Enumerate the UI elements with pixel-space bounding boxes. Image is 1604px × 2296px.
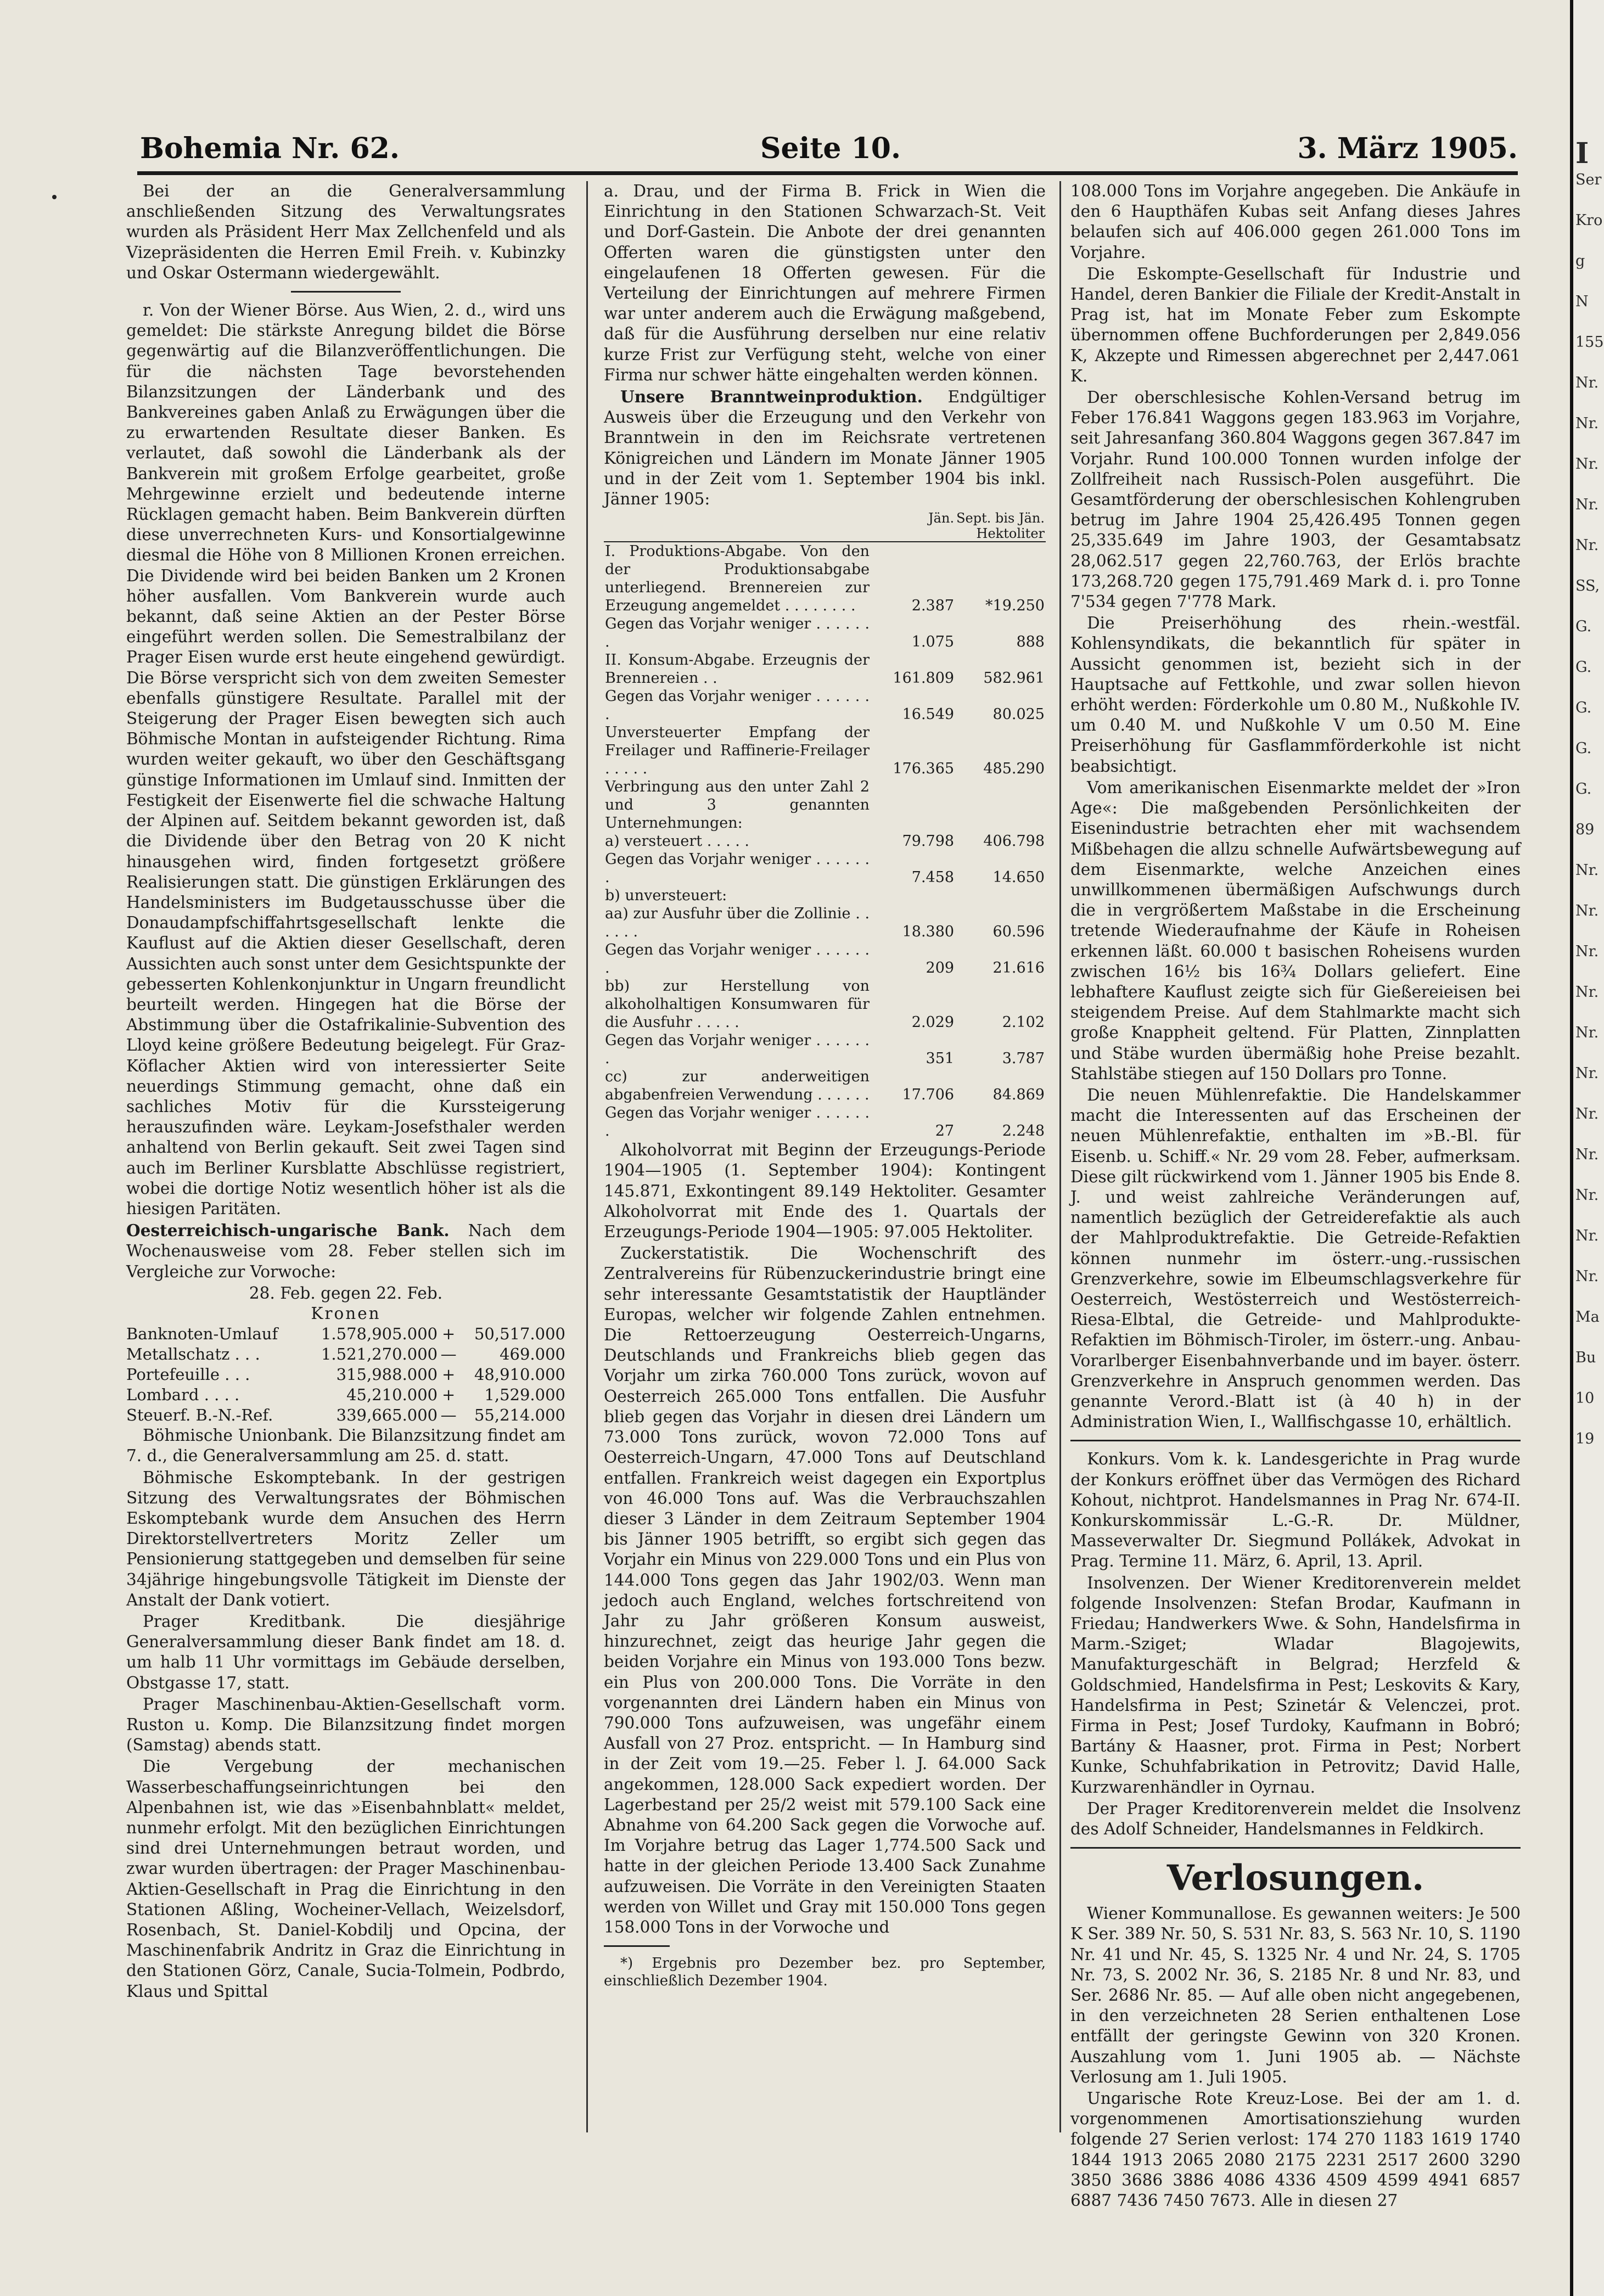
row-sept-jan: 2.248 bbox=[1002, 1122, 1045, 1140]
table-row bbox=[604, 1031, 1046, 1068]
article-branntwein bbox=[604, 386, 1046, 509]
row-label: cc) zur anderweitigen abgabenfreien Verwendung . . . . . . bbox=[605, 1068, 870, 1104]
bank-table bbox=[126, 1324, 565, 1425]
strip-fragment: Nr. bbox=[1575, 415, 1599, 432]
article-kohlen-versand: Der oberschlesische Kohlen-Versand betrug im Feber 176.841 Waggons gegen 183.963 im Vorjahre, seit Jahresanfang 360.804 Waggons gegen 367.847 im Vorjahr. Rund 100.000 Tonnen wurden infolge der Zollfreiheit nach Russisch-Polen ausgeführt. Die Gesamtförderung der oberschlesischen Kohlengruben betrug im Jahre 1904 25,426.495 Tonnen gegen 25,335.649 im Jahre 1903, der Gesamtabsatz 28,062.517 gegen 22,760.763, der Erlös brachte 173,268.720 gegen 175,791.469 Mark d. i. pro Tonne 7'534 gegen 7'778 Mark. bbox=[1070, 388, 1521, 611]
row-sept-jan bbox=[955, 886, 1046, 905]
row-value: 1.521,270.000 bbox=[321, 1345, 438, 1364]
header-spacer bbox=[604, 510, 871, 526]
strip-fragments bbox=[1573, 170, 1604, 1449]
article-eskompte-gesellschaft: Die Eskompte-Gesellschaft für Industrie und Handel, deren Bankier die Filiale der Kredit-Anstalt in Prag ist, hat im Monate Feber zum Eskompte übernommen offene Buchforderungen per 2,849.056 K, Akzepte und Rimessen abgerechnet per 2,447.061 K. bbox=[1070, 264, 1521, 385]
row-value: 339,665.000 bbox=[336, 1406, 438, 1425]
table-row bbox=[604, 1068, 1046, 1104]
bank-table-unit-header: Kronen bbox=[311, 1304, 381, 1323]
row-label: Steuerf. B.-N.-Ref. bbox=[126, 1406, 273, 1425]
row-sept-jan: 582.961 bbox=[983, 670, 1045, 687]
header-masthead: Bohemia Nr. 62. bbox=[140, 132, 400, 165]
article-title: Unsere Branntweinproduktion. bbox=[620, 387, 923, 407]
strip-header-fragment: I bbox=[1575, 137, 1589, 170]
strip-fragment: G. bbox=[1575, 740, 1592, 757]
row-label: Gegen das Vorjahr weniger . . . . . . . bbox=[605, 615, 870, 651]
strip-fragment: Nr. bbox=[1575, 1146, 1599, 1163]
row-sept-jan: 888 bbox=[1016, 633, 1045, 651]
article-title: Oesterreichisch-ungarische Bank. bbox=[126, 1221, 450, 1240]
bank-table-date-header: 28. Feb. gegen 22. Feb. bbox=[249, 1283, 443, 1303]
strip-fragment: Nr. bbox=[1575, 456, 1599, 473]
column-divider-1 bbox=[586, 181, 588, 2132]
row-sign: — bbox=[440, 1406, 457, 1425]
article-preiserhoehung: Die Preiserhöhung des rhein.-westfäl. Kohlensyndikats, die bekanntlich für später in Aussicht genommen ist, bezieht sich in der Hauptsache auf Fettkohle, und zwar sollen hievon erhöht werden: Förderkohle um 0.80 M., Nußkohle IV. um 0.40 M. und Nußkohle V um 0.50 M. Eine Preiserhöhung für Gasflammförderkohle ist nicht beabsichtigt. bbox=[1070, 614, 1521, 776]
table-row bbox=[604, 542, 1046, 615]
footnote-rule bbox=[604, 1945, 670, 1947]
row-jan: 2.029 bbox=[911, 1014, 955, 1031]
row-change: 48,910.000 bbox=[474, 1365, 565, 1384]
row-jan bbox=[871, 778, 955, 832]
row-jan: 18.380 bbox=[902, 923, 955, 941]
article-eskomptebank: Böhmische Eskomptebank. In der gestrigen Sitzung des Verwaltungsrates der Böhmischen Eskomptebank wurde dem Ansuchen des Herrn Direktorstellvertreters Moritz Zeller um Pensionierung stattgegeben und demselben für seine 34jährige hingebungsvolle Tätigkeit im Dienste der Anstalt der Dank votiert. bbox=[126, 1468, 565, 1609]
separator bbox=[1070, 1847, 1521, 1849]
article-prager-kreditorenverein: Der Prager Kreditorenverein meldet die Insolvenz des Adolf Schneider, Handelsmannes in Feldkirch. bbox=[1070, 1799, 1521, 1839]
row-value: 315,988.000 bbox=[336, 1365, 438, 1384]
row-sept-jan: 84.869 bbox=[992, 1086, 1045, 1104]
row-label: Gegen das Vorjahr weniger . . . . . . . bbox=[605, 941, 870, 977]
article-intro: Endgültiger Ausweis über die Erzeugung und den Verkehr von Branntwein in den im Reichsrate vertretenen Königreichen und Ländern im Monate Jänner 1905 und in der Zeit vom 1. September 1904 bis inkl. Jänner 1905: bbox=[604, 388, 1046, 509]
row-sept-jan: 60.596 bbox=[992, 923, 1045, 941]
row-sign: — bbox=[440, 1345, 457, 1364]
table-header-row bbox=[604, 526, 1046, 542]
strip-fragment: 155 bbox=[1575, 334, 1604, 351]
table-row bbox=[604, 886, 1046, 905]
strip-fragment: G. bbox=[1575, 699, 1592, 716]
adjacent-page-strip bbox=[1570, 0, 1604, 2296]
article-vergebung-continued: a. Drau, und der Firma B. Frick in Wien die Einrichtung in den Stationen Schwarzach-St. Veit und Dorf-Gastein. Die Anbote der drei genannten Offerten waren die günstigsten unter den eingelaufenen 18 Offerten gewesen. Für die Verteilung der Einrichtungen auf mehrere Firmen war unter anderem auch die Erwägung maßgebend, daß für die Ausführung derselben nur eine relativ kurze Frist zur Verfügung steht, welche von einer Firma nur schwer hätte eingehalten werden können. bbox=[604, 182, 1046, 384]
header-rule bbox=[137, 171, 1518, 175]
article-zucker-continued: 108.000 Tons im Vorjahre angegeben. Die Ankäufe in den 6 Haupthäfen Kubas seit Anfang dieses Jahres belaufen sich auf 406.000 gegen 261.000 Tons im Vorjahre. bbox=[1070, 182, 1521, 262]
article-insolvenzen: Insolvenzen. Der Wiener Kreditorenverein meldet folgende Insolvenzen: Stefan Brodar, Kaufmann in Friedau; Handwerkers Wwe. & Sohn, Handelsfirma in Marm.-Sziget; Wladar Blagojewits, Manufakturgeschäft in Belgrad; Herzfeld & Goldschmied, Handelsfirma in Pest; Leskovits & Kary, Handelsfirma in Pest; Szinetár & Velenczei, prot. Firma in Pest; Josef Turdoky, Kaufmann in Bobró; Bartány & Haasner, prot. Firma in Pest; Norbert Kunke, Schuhfabrikation in Petrovitz; David Halle, Kurzwarenhändler in Oyrnau. bbox=[1070, 1573, 1521, 1797]
row-change: 50,517.000 bbox=[474, 1324, 565, 1344]
strip-fragment: Kro bbox=[1575, 212, 1603, 229]
strip-fragment: N bbox=[1575, 293, 1589, 310]
table-row bbox=[604, 778, 1046, 832]
row-jan: 161.809 bbox=[893, 670, 955, 687]
column-3 bbox=[1070, 181, 1521, 2210]
col-header-jan: Jän. bbox=[928, 510, 955, 526]
row-sept-jan: 406.798 bbox=[983, 833, 1045, 850]
table-row bbox=[604, 651, 1046, 687]
row-sept-jan: 485.290 bbox=[983, 760, 1045, 778]
table-row bbox=[126, 1405, 565, 1425]
table-row bbox=[604, 941, 1046, 977]
table-row bbox=[604, 1104, 1046, 1140]
table-row bbox=[604, 832, 1046, 850]
row-jan: 176.365 bbox=[893, 760, 955, 778]
article-vergebung: Die Vergebung der mechanischen Wasserbeschaffungseinrichtungen bei den Alpenbahnen ist, wie das »Eisenbahnblatt« meldet, nunmehr erfolgt. Mit den bezüglichen Einrichtungen sind drei Unternehmungen betraut worden, und zwar wurden übertragen: der Prager Maschinenbau-Aktien-Gesellschaft in Prag die Einrichtung in den Stationen Aßling, Wocheiner-Vellach, Weizelsdorf, Rosenbach, St. Daniel-Kobdilj und Opcina, der Maschinenfabrik Andritz in Graz die Einrichtung in den Stationen Görz, Canale, Sucia-Tolmein, Podbrdo, Klaus und Spittal bbox=[126, 1757, 565, 2001]
table-row bbox=[126, 1385, 565, 1405]
table-row bbox=[604, 905, 1046, 941]
separator bbox=[1070, 1440, 1521, 1441]
row-label: a) versteuert . . . . . bbox=[605, 833, 749, 850]
row-jan: 351 bbox=[926, 1050, 955, 1068]
page-header bbox=[140, 132, 1518, 170]
branntwein-table bbox=[604, 510, 1046, 1140]
strip-fragment: Nr. bbox=[1575, 1227, 1599, 1244]
table-row bbox=[126, 1365, 565, 1385]
row-sept-jan: 14.650 bbox=[992, 869, 1045, 886]
strip-fragment: Ser bbox=[1575, 171, 1602, 188]
row-sept-jan: *19.250 bbox=[955, 542, 1046, 615]
article-wiener-kommunallose: Wiener Kommunallose. Es gewannen weiters: Je 500 K Ser. 389 Nr. 50, S. 531 Nr. 83, S. 563 Nr. 10, S. 1190 Nr. 41 und Nr. 45, S. 1325 Nr. 4 und Nr. 24, S. 1705 Nr. 73, S. 2002 Nr. 36, S. 2185 Nr. 8 und Nr. 83, und Ser. 2686 Nr. 85. — Auf alle oben nicht angegebenen, in den verzeichneten 28 Serien enthaltenen Lose entfällt der geringste Gewinn von 320 Kronen. Auszahlung vom 1. Juni 1905 ab. — Nächste Verlosung am 1. Juli 1905. bbox=[1070, 1904, 1521, 2086]
strip-fragment: Nr. bbox=[1575, 902, 1599, 919]
row-label: Verbringung aus den unter Zahl 2 und 3 genannten Unternehmungen: bbox=[605, 778, 870, 832]
strip-fragment: Nr. bbox=[1575, 1024, 1599, 1041]
row-sept-jan: 2.102 bbox=[1002, 1014, 1045, 1031]
footnote: *) Ergebnis pro Dezember bez. pro September, einschließlich Dezember 1904. bbox=[604, 1955, 1046, 1990]
strip-fragment: 10 bbox=[1575, 1390, 1595, 1407]
strip-fragment: Nr. bbox=[1575, 1268, 1599, 1285]
col-header-unit: Hektoliter bbox=[976, 526, 1045, 542]
row-value: 1.578,905.000 bbox=[321, 1324, 438, 1344]
table-header-row bbox=[604, 510, 1046, 526]
row-jan bbox=[871, 886, 955, 905]
article-alkoholvorrat: Alkoholvorrat mit Beginn der Erzeugungs-Periode 1904—1905 (1. September 1904): Kontingent 145.871, Exkontingent 89.149 Hektoliter. Gesamter Alkoholvorrat mit Ende des 1. Quartals der Erzeugungs-Periode 1904—1905: 97.005 Hektoliter. bbox=[604, 1141, 1046, 1242]
row-label: bb) zur Herstellung von alkoholhaltigen Konsumwaren für die Ausfuhr . . . . . bbox=[605, 978, 870, 1031]
column-1 bbox=[126, 181, 565, 2135]
table-row bbox=[604, 687, 1046, 723]
article-maschinenbau: Prager Maschinenbau-Aktien-Gesellschaft vorm. Ruston u. Komp. Die Bilanzsitzung findet morgen (Samstag) abends statt. bbox=[126, 1694, 565, 1755]
row-label: I. Produktions-Abgabe. Von den der Produktionsabgabe unterliegend. Brennereien zur Erzeugung angemeldet . . . . . . . . bbox=[605, 543, 870, 615]
strip-fragment: Nr. bbox=[1575, 984, 1599, 1001]
article-unionbank: Böhmische Unionbank. Die Bilanzsitzung findet am 7. d., die Generalversammlung am 25. d. statt. bbox=[126, 1426, 565, 1466]
article-muehlenrefaktie: Die neuen Mühlenrefaktie. Die Handelskammer macht die Interessenten auf das Erscheinen der neuen Mühlenrefaktie, enthalten im »B.-Bl. für Eisenb. u. Schiff.« Nr. 29 vom 28. Feber, aufmerksam. Diese gilt rückwirkend vom 1. Jänner 1905 bis Ende 8. J. und weist zahlreiche Veränderungen auf, namentlich bezüglich der Getreiderefaktie als auch der Mahlproduktrefaktie. Die Getreide-Refaktien können nunmehr im österr.-ung.-russischen Grenzverkehre, sowie im Elbeumschlagsverkehre für Oesterreich, Westösterreich und Westösterreich-Riesa-Elbtal, die Getreide- und Mahlprodukte-Refaktien im Böhmisch-Tiroler, im österr.-ung. Anbau-Vorarlberger Eisenbahnverbande und im bayer. österr. Grenzverkehre in Anspruch genommen werden. Das genannte Verord.-Blatt ist (à 40 h) in der Administration Wien, I., Wallfischgasse 10, erhältlich. bbox=[1070, 1085, 1521, 1432]
strip-fragment: Nr. bbox=[1575, 1065, 1599, 1082]
strip-fragment: g bbox=[1575, 252, 1585, 270]
table-row bbox=[604, 850, 1046, 886]
strip-fragment: Nr. bbox=[1575, 1105, 1599, 1122]
row-label: Gegen das Vorjahr weniger . . . . . . . bbox=[605, 1104, 870, 1140]
article-amerikanischer-eisenmarkt: Vom amerikanischen Eisenmarkte meldet der »Iron Age«: Die maßgebenden Persönlichkeiten der Eisenindustrie betrachten eher mit wachsendem Mißbehagen die allzu schnelle Aufwärtsbewegung auf dem Eisenmarkte, welche Anzeichen eines unwillkommenen übermäßigen Aufschwungs durch die in vergrößertem Maßstabe in die Erscheinung tretende Wiederaufnahme der Käufe in Roheisen erkennen läßt. 60.000 t basischen Roheisens wurden zwischen 16½ bis 16¾ Dollars geliefert. Eine lebhaftere Kauflust zeigte sich für Gießereieisen bei steigendem Preise. Auf dem Stahlmarkte macht sich große Knappheit geltend. Für Platten, Zinnplatten und Stäbe wurden übermäßig hohe Preise bezahlt. Stahlstäbe stiegen auf 150 Dollars pro Tonne. bbox=[1070, 778, 1521, 1083]
strip-fragment: 89 bbox=[1575, 821, 1595, 838]
row-label: Portefeuille . . . bbox=[126, 1365, 250, 1384]
strip-fragment: G. bbox=[1575, 781, 1592, 798]
table-row bbox=[126, 1344, 565, 1365]
header-date: 3. März 1905. bbox=[1297, 132, 1518, 165]
article-zuckerstatistik: Zuckerstatistik. Die Wochenschrift des Zentralvereins für Rübenzuckerindustrie bringt eine sehr interessante Gesamtstatistik der Hauptländer Europas, welcher wir folgende Zahlen entnehmen. Die Rettoerzeugung Oesterreich-Ungarns, Deutschlands und Frankreichs blieb gegen das Vorjahr um zirka 760.000 Tons zurück, wovon auf Oesterreich 265.000 Tons entfallen. Die Ausfuhr blieb gegen das Vorjahr in diesen drei Ländern um 73.000 Tons zurück, wovon 72.000 Tons auf Oesterreich-Ungarn, 47.000 Tons auf Deutschland entfallen. Frankreich weist dagegen ein Exportplus von 46.000 Tons auf. Was die Verbrauchszahlen dieser 3 Länder in dem Zeitraum September 1904 bis Jänner 1905 betrifft, so ergibt sich gegen das Vorjahr ein Minus von 229.000 Tons und ein Plus von 144.000 Tons gegen das Jahr 1902/03. Wenn man jedoch auch England, welches fortschreitend von Jahr zu Jahr größeren Konsum ausweist, hinzurechnet, zeigt das heurige Jahr gegen die beiden Vorjahre ein Minus von 193.000 Tons bezw. ein Plus von 200.000 Tons. Die Vorräte in den vorgenannten drei Ländern haben ein Minus von 790.000 Tons aufzuweisen, was ungefähr einem Ausfall von 27 Proz. entspricht. — In Hamburg sind in der Zeit vom 19.—25. Feber l. J. 64.000 Sack angekommen, 128.000 Sack expediert worden. Der Lagerbestand per 25/2 weist mit 579.100 Sack eine Abnahme von 64.200 Sack gegen die Vorwoche auf. Im Vorjahre betrug das Lager 1,774.500 Sack und hatte in der gleichen Periode 13.400 Sack Zunahme aufzuweisen. Die Vorräte in den Vereinigten Staaten werden von Willet und Gray mit 150.000 Tons gegen 158.000 Tons in der Vorwoche und bbox=[604, 1244, 1046, 1936]
strip-fragment: Nr. bbox=[1575, 1187, 1599, 1204]
row-jan: 1.075 bbox=[911, 633, 955, 651]
row-jan: 79.798 bbox=[902, 833, 955, 850]
table-row bbox=[126, 1324, 565, 1344]
row-sept-jan: 80.025 bbox=[992, 706, 1045, 723]
row-jan: 16.549 bbox=[902, 706, 955, 723]
column-2 bbox=[604, 181, 1046, 2135]
strip-fragment: Nr. bbox=[1575, 862, 1599, 879]
header-page-number: Seite 10. bbox=[760, 132, 901, 165]
row-change: 1,529.000 bbox=[484, 1385, 565, 1405]
row-label: Gegen das Vorjahr weniger . . . . . . . bbox=[605, 1032, 870, 1068]
table-row bbox=[604, 615, 1046, 651]
row-jan: 2.387 bbox=[871, 542, 955, 615]
row-change: 469.000 bbox=[500, 1345, 565, 1364]
row-label: Gegen das Vorjahr weniger . . . . . . . bbox=[605, 688, 870, 723]
article-wiener-boerse: r. Von der Wiener Börse. Aus Wien, 2. d., wird uns gemeldet: Die stärkste Anregung bildet die Börse gegenwärtig auf die Bilanzveröffentlichungen. Die für die nächsten Tage bevorstehenden Bilanzsitzungen der Länderbank und des Bankvereines gaben Anlaß zu Erwägungen über die zu erwartenden Resultate dieser Banken. Es verlautet, daß sowohl die Länderbank als der Bankverein mit großem Erfolge gearbeitet, große Mehrgewinne erzielt und bedeutende interne Rücklagen gemacht haben. Beim Bankverein dürften diese unverrechneten Kurs- und Konsortialgewinne diesmal die Höhe von 8 Millionen Kronen erreichen. Die Dividende wird bei beiden Banken um 2 Kronen höher ausfallen. Vom Bankverein wurde auch bekannt, daß seine Aktien an der Pester Börse eingeführt werden sollen. Die Semestralbilanz der Prager Eisen wurde erst heute eingehend gewürdigt. Die Börse verspricht sich von dem zweiten Semester ebenfalls günstigere Resultate. Parallel mit der Steigerung der Prager Eisen bewegten sich auch Böhmische Montan in aufsteigender Richtung. Rima wurden weiter gekauft, wo über den Geschäftsgang günstige Informationen im Umlauf sind. Inmitten der Festigkeit der Eisenwerte fiel die schwache Haltung der Alpinen auf. Seitdem bekannt geworden ist, daß die Dividende über den Betrag von 20 K nicht hinausgehen wird, finden fortgesetzt größere Realisierungen statt. Die günstigen Erklärungen des Handelsministers im Budgetausschusse über die Donaudampfschiffahrtsgesellschaft lenkte die Kauflust auf die Aktien dieser Gesellschaft, deren Aussichten auch sonst unter dem Gesichtspunkte der gebesserten Kohlenkonjunktur in Ungarn freundlicht beurteilt werden. Hingegen hat die Börse der Abstimmung über die Ostafrikalinie-Subvention des Lloyd keine größere Bedeutung beigelegt. Für Graz-Köflacher Aktien wird von interessierter Seite neuerdings Stimmung gemacht, ohne daß ein sachliches Motiv für die Kurssteigerung herauszufinden wäre. Leykam-Josefsthaler werden anhaltend von Berlin gekauft. Seit zwei Tagen sind auch im Berliner Kursblatte Abschlüsse registriert, wobei die dortige Notiz wesentlich höher ist als die hiesigen Paritäten. bbox=[126, 301, 565, 1218]
article-intro: Nach dem Wochenausweise vom 28. Feber stellen sich im Vergleiche zur Vorwoche: bbox=[126, 1221, 565, 1281]
table-row bbox=[604, 977, 1046, 1031]
row-label: Gegen das Vorjahr weniger . . . . . . . bbox=[605, 851, 870, 886]
row-value: 45,210.000 bbox=[346, 1385, 438, 1405]
strip-fragment: Bu bbox=[1575, 1349, 1596, 1366]
strip-fragment: Nr. bbox=[1575, 496, 1599, 513]
row-label: Banknoten-Umlauf bbox=[126, 1324, 278, 1344]
header-spacer bbox=[604, 526, 871, 542]
margin-dot bbox=[52, 195, 57, 199]
article-konkurs: Konkurs. Vom k. k. Landesgerichte in Prag wurde der Konkurs eröffnet über das Vermögen des Richard Kohout, nichtprot. Handelsmannes in Prag Nr. 674-II. Konkurskommissär L.-G.-R. Dr. Müldner, Masseverwalter Dr. Siegmund Pollákek, Advokat in Prag. Termine 11. März, 6. April, 13. April. bbox=[1070, 1450, 1521, 1571]
row-label: II. Konsum-Abgabe. Erzeugnis der Brennereien . . bbox=[605, 652, 870, 687]
row-jan: 27 bbox=[935, 1122, 955, 1140]
row-sign: + bbox=[441, 1385, 456, 1405]
article-oesterr-ung-bank bbox=[126, 1220, 565, 1282]
row-sign: + bbox=[441, 1365, 456, 1384]
row-label: aa) zur Ausfuhr über die Zollinie . . . . . . bbox=[605, 905, 870, 941]
strip-fragment: 19 bbox=[1575, 1430, 1595, 1447]
strip-fragment: Ma bbox=[1575, 1309, 1600, 1326]
strip-fragment: G. bbox=[1575, 618, 1592, 635]
separator bbox=[291, 291, 401, 293]
row-change: 55,214.000 bbox=[474, 1406, 565, 1425]
header-spacer bbox=[871, 526, 955, 542]
row-label: Metallschatz . . . bbox=[126, 1345, 260, 1364]
col-header-sept-jan: Sept. bis Jän. bbox=[956, 510, 1045, 526]
row-jan: 17.706 bbox=[902, 1086, 955, 1104]
row-sign: + bbox=[441, 1324, 456, 1344]
strip-fragment: Nr. bbox=[1575, 943, 1599, 960]
row-label: Unversteuerter Empfang der Freilager und Raffinerie-Freilager . . . . . bbox=[605, 724, 870, 778]
section-title-verlosungen: Verlosungen. bbox=[1166, 1857, 1424, 1899]
row-jan: 209 bbox=[926, 959, 955, 977]
article-kreditbank: Prager Kreditbank. Die diesjährige Generalversammlung dieser Bank findet am 18. d. um halb 11 Uhr vormittags im Gebäude derselben, Obstgasse 17, statt. bbox=[126, 1612, 565, 1692]
row-sept-jan: 3.787 bbox=[1002, 1050, 1045, 1068]
article-board-election: Bei der an die Generalversammlung anschließenden Sitzung des Verwaltungsrates wurden als Präsident Herr Max Zellchenfeld und als Vizepräsidenten die Herren Emil Freih. v. Kubinzky und Oskar Ostermann wiedergewählt. bbox=[126, 182, 565, 282]
strip-fragment: Nr. bbox=[1575, 374, 1599, 391]
strip-fragment: SS, bbox=[1575, 577, 1600, 594]
column-divider-2 bbox=[1059, 181, 1061, 2132]
article-ungarische-rote-kreuz-lose: Ungarische Rote Kreuz-Lose. Bei der am 1. d. vorgenommenen Amortisationsziehung wurden folgende 27 Serien verlost: 174 270 1183 1619 1740 1844 1913 2065 2080 2175 2231 2517 2600 3290 3850 3686 3886 4086 4336 4509 4599 4941 6857 6887 7436 7450 7673. Alle in diesen 27 bbox=[1070, 2089, 1521, 2210]
row-sept-jan bbox=[955, 778, 1046, 832]
strip-fragment: G. bbox=[1575, 659, 1592, 676]
row-label: Lombard . . . . bbox=[126, 1385, 240, 1405]
row-sept-jan: 21.616 bbox=[992, 959, 1045, 977]
table-row bbox=[604, 723, 1046, 778]
row-label: b) unversteuert: bbox=[605, 887, 727, 905]
row-jan: 7.458 bbox=[911, 869, 955, 886]
strip-fragment: Nr. bbox=[1575, 537, 1599, 554]
